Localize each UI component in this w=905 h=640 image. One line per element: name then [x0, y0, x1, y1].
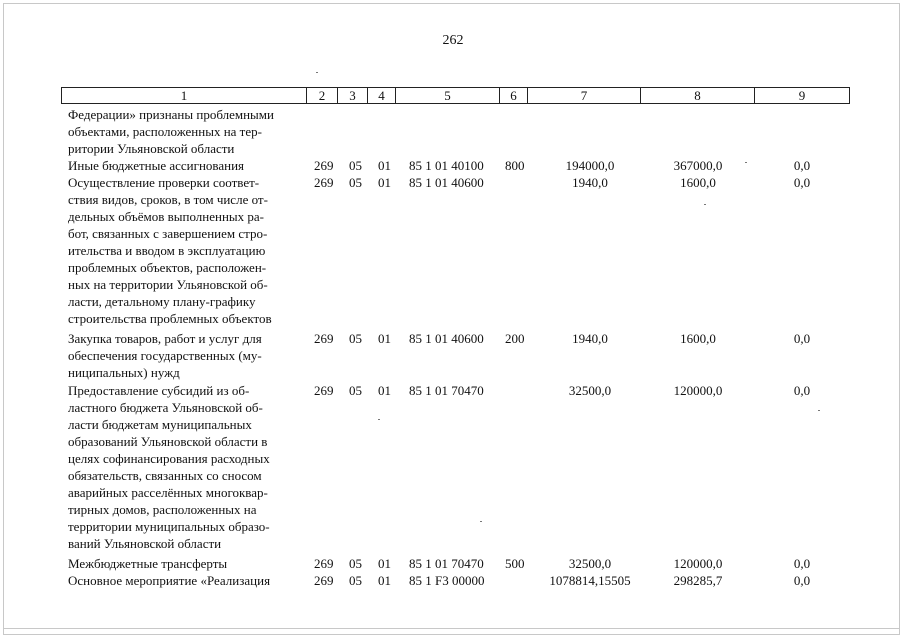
cell-col-2: 269 — [314, 331, 334, 346]
cell-col-8: 120000,0 — [673, 556, 723, 571]
cell-col-4: 01 — [378, 175, 391, 190]
cell-col-3: 05 — [349, 331, 362, 346]
cell-col-9: 0,0 — [793, 331, 811, 346]
header-col-1: 1 — [62, 88, 307, 103]
row-description: Закупка товаров, работ и услуг для обеспечения государственных (му- ниципальных) нужд — [68, 331, 262, 380]
cell-col-7: 194000,0 — [565, 158, 615, 173]
table-header — [61, 87, 850, 104]
header-col-7: 7 — [528, 88, 641, 103]
page-frame-bottom-line — [3, 628, 900, 629]
cell-col-9: 0,0 — [793, 383, 811, 398]
cell-col-5: 85 1 01 40600 — [409, 175, 484, 190]
cell-col-2: 269 — [314, 158, 334, 173]
cell-col-2: 269 — [314, 383, 334, 398]
cell-col-4: 01 — [378, 556, 391, 571]
header-col-9: 9 — [798, 88, 806, 103]
row-description: Осуществление проверки соответ- ствия видов, сроков, в том числе от- дельных объёмов выполненных ра- бот, связанных с завершением стро- ительства и вводом в эксплуатацию проблемных объектов, расположен- ных на территории Ульяновской об- ласти, детальному плану-графику строительства проблемных объектов — [68, 175, 272, 326]
cell-col-3: 05 — [349, 573, 362, 588]
cell-col-9: 0,0 — [793, 573, 811, 588]
cell-col-7: 1940,0 — [572, 175, 608, 190]
scan-speck — [745, 162, 747, 163]
cell-col-4: 01 — [378, 383, 391, 398]
cell-col-9: 0,0 — [793, 175, 811, 190]
cell-col-7: 1078814,15505 — [549, 573, 631, 588]
cell-col-5: 85 1 F3 00000 — [409, 573, 485, 588]
cell-col-4: 01 — [378, 158, 391, 173]
cell-col-5: 85 1 01 70470 — [409, 383, 484, 398]
cell-col-3: 05 — [349, 383, 362, 398]
scan-speck — [480, 521, 482, 522]
header-col-8: 8 — [641, 88, 755, 103]
header-col-5: 5 — [396, 88, 500, 103]
cell-col-2: 269 — [314, 175, 334, 190]
cell-col-3: 05 — [349, 556, 362, 571]
cell-col-8: 298285,7 — [673, 573, 723, 588]
header-col-6: 6 — [500, 88, 528, 103]
row-description: Основное мероприятие «Реализация — [68, 573, 271, 588]
cell-col-9: 0,0 — [793, 556, 811, 571]
cell-col-7: 32500,0 — [568, 556, 612, 571]
row-description: Федерации» признаны проблемными объектами, расположенных на тер- ритории Ульяновской области — [68, 107, 274, 156]
cell-col-7: 32500,0 — [568, 383, 612, 398]
row-description: Иные бюджетные ассигнования — [68, 158, 245, 173]
cell-col-7: 1940,0 — [572, 331, 608, 346]
cell-col-5: 85 1 01 40600 — [409, 331, 484, 346]
cell-col-8: 1600,0 — [680, 331, 716, 346]
cell-col-4: 01 — [378, 331, 391, 346]
cell-col-5: 85 1 01 40100 — [409, 158, 484, 173]
cell-col-3: 05 — [349, 175, 362, 190]
header-col-3: 3 — [338, 88, 368, 103]
row-description: Предоставление субсидий из об- ластного бюджета Ульяновской об- ласти бюджетам муниципальных образований Ульяновской области в целях софинансирования расходных обязательств, связанных со сносом аварийных расселённых многоквар- тирных домов, расположенных на территории муниципальных образо- ваний Ульяновской области — [68, 383, 270, 551]
cell-col-5: 85 1 01 70470 — [409, 556, 484, 571]
cell-col-8: 120000,0 — [673, 383, 723, 398]
scan-speck — [378, 419, 380, 420]
cell-col-9: 0,0 — [793, 158, 811, 173]
cell-col-2: 269 — [314, 556, 334, 571]
row-description: Межбюджетные трансферты — [68, 556, 228, 571]
cell-col-4: 01 — [378, 573, 391, 588]
cell-col-3: 05 — [349, 158, 362, 173]
cell-col-8: 1600,0 — [680, 175, 716, 190]
scan-speck — [818, 410, 820, 411]
scan-speck — [704, 204, 706, 205]
page-number: 262 — [442, 33, 464, 48]
scan-speck — [316, 72, 318, 73]
cell-col-6: 200 — [505, 331, 525, 346]
cell-col-6: 500 — [505, 556, 525, 571]
header-col-2: 2 — [307, 88, 338, 103]
cell-col-2: 269 — [314, 573, 334, 588]
cell-col-6: 800 — [505, 158, 525, 173]
cell-col-8: 367000,0 — [673, 158, 723, 173]
header-col-4: 4 — [368, 88, 396, 103]
